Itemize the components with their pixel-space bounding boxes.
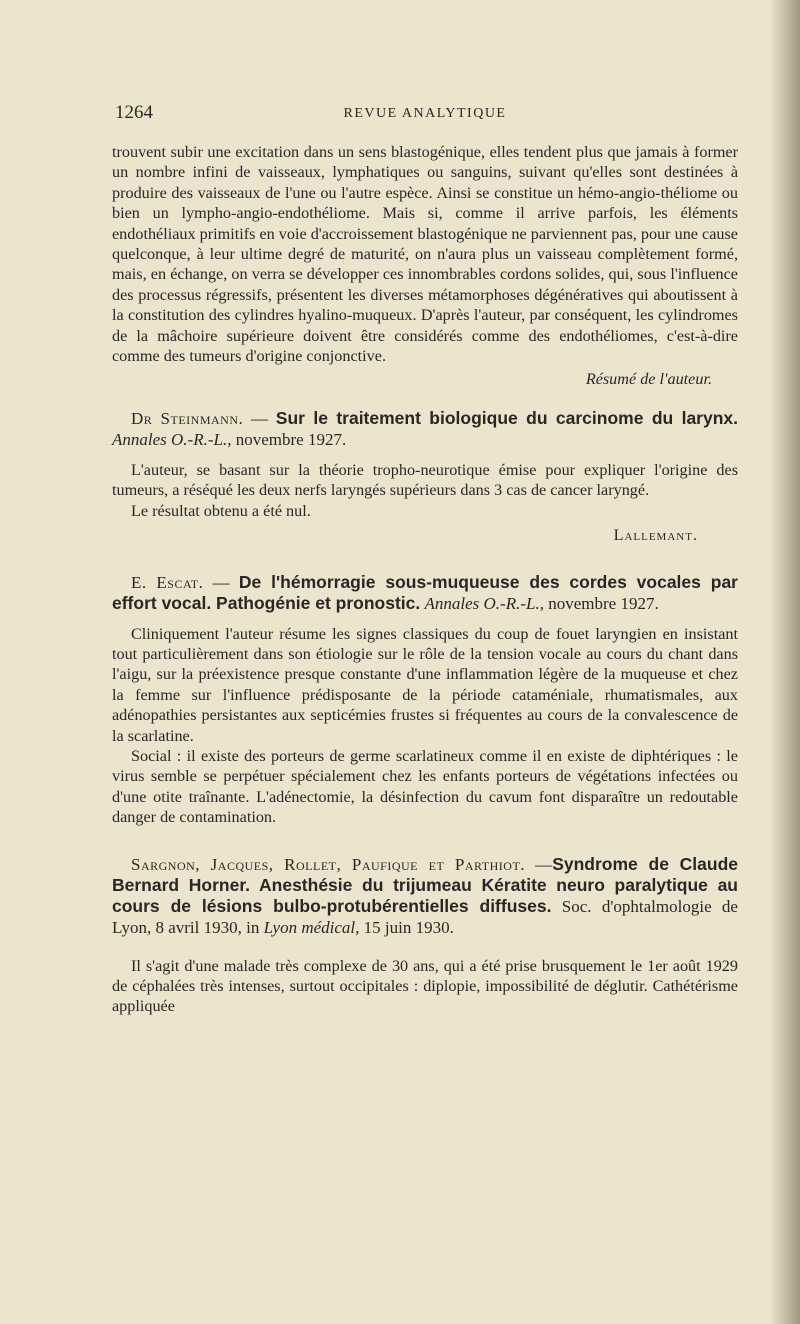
entry-escat <box>112 572 738 828</box>
entry-title: Syndrome de Claude Bernard Horner. Anesthésie du trijumeau Kératite neuro paralytique au cours de lésions bulbo-protubérentielles diffuses. <box>112 853 739 916</box>
intro-paragraph: trouvent subir une excitation dans un sens blastogénique, elles tendent plus que jamais à former un nombre infini de vaisseaux, lymphatiques ou sanguins, suivant qu'elles sont destinées à produire des vaisseaux de l'une ou l'autre espèce. Ainsi se constitue un hémo-angio-théliome ou bien un lympho-angio-endothéliome. Mais si, comme il arrive parfois, les éléments endothéliaux primitifs en voie d'accroissement blastogénique ne parviennent pas, pour une cause quelconque, à leur ultime degré de maturité, on n'aura plus un vaisseau complètement formé, mais, en échange, on verra se développer ces innombrables cordons solides, qui, sous l'influence des processus régressifs, présentent les diverses métamorphoses dégénératives qui aboutissent à la constitution des cylindres hyalino-muqueux. D'après l'auteur, par conséquent, les cylindromes de la mâchoire supérieure doivent être considérés comme des endothéliomes, c'est-à-dire comme des tumeurs d'origine conjonctive. <box>112 143 738 366</box>
intro-section <box>112 142 738 390</box>
entry-authors: Sargnon, Jacques, Rollet, Paufique et Parthiot. <box>131 854 526 874</box>
printed-page <box>112 100 738 1017</box>
entry-paragraph: Social : il existe des porteurs de germe scarlatineux comme il en existe de diphtériques : le virus semble se perpétuer spécialement chez les enfants porteurs de végétations infectées ou d'une otite traînante. L'adénectomie, la désinfection du cavum font disparaître un redoutable danger de contamination. <box>112 746 738 827</box>
entry-paragraph: L'auteur, se basant sur la théorie tropho-neurotique émise pour expliquer l'origine des tumeurs, a réséqué les deux nerfs laryngés supérieurs dans 3 cas de cancer laryngé. <box>112 460 738 500</box>
entry-dash: — <box>525 854 553 874</box>
entry-source-journal: Lyon médical <box>263 917 356 937</box>
entry-signature: Lallemant. <box>613 526 698 545</box>
entry-heading <box>112 854 738 938</box>
entry-heading <box>112 572 738 614</box>
page-number: 1264 <box>115 102 153 123</box>
page-edge-shadow <box>770 0 800 1324</box>
entry-title: De l'hémorragie sous-muqueuse des cordes vocales par effort vocal. Pathogénie et pronostic. <box>112 571 738 613</box>
entry-title: Sur le traitement biologique du carcinome du larynx. <box>275 407 739 428</box>
entry-dash: — <box>203 572 239 592</box>
entry-author: Dr Steinmann. <box>131 408 244 428</box>
entry-paragraph: Le résultat obtenu a été nul. <box>131 501 311 520</box>
journal-title: REVUE ANALYTIQUE <box>343 106 507 121</box>
entry-source-date: , novembre 1927. <box>539 593 659 613</box>
entry-dash: — <box>243 408 276 428</box>
entry-heading <box>112 408 738 450</box>
entry-author: E. Escat. <box>131 572 204 592</box>
entry-sargnon <box>112 854 738 1017</box>
entry-source-date: , novembre 1927. <box>227 429 347 449</box>
running-head <box>112 100 738 132</box>
entry-source-journal: Annales O.-R.-L. <box>112 429 228 449</box>
entry-source-date: , 15 juin 1930. <box>355 917 454 937</box>
intro-signature: Résumé de l'auteur. <box>585 370 712 389</box>
entry-steinmann <box>112 408 738 546</box>
entry-paragraph: Cliniquement l'auteur résume les signes classiques du coup de fouet laryngien en insistant tout particulièrement dans son étiologie sur le rôle de la tension vocale au cours du chant dans l'aigu, sur la préexistence presque constante d'une inflammation légère de la muqueuse et chez la femme sur l'influence prédisposante de la période cataméniale, rhumatismales, aux adénopathies persistantes aux septicémies frustes si fréquentes au cours de la convalescence de la scarlatine. <box>112 624 738 745</box>
entry-source: Soc. d'ophtalmologie de Lyon, 8 avril 1930, in <box>112 896 738 937</box>
entry-paragraph: Il s'agit d'une malade très complexe de 30 ans, qui a été prise brusquement le 1er août 1929 de céphalées très intenses, surtout occipitales : diplopie, impossibilité de déglutir. Cathétérisme appliquée <box>112 956 738 1016</box>
entry-source-journal: Annales O.-R.-L. <box>424 593 540 613</box>
